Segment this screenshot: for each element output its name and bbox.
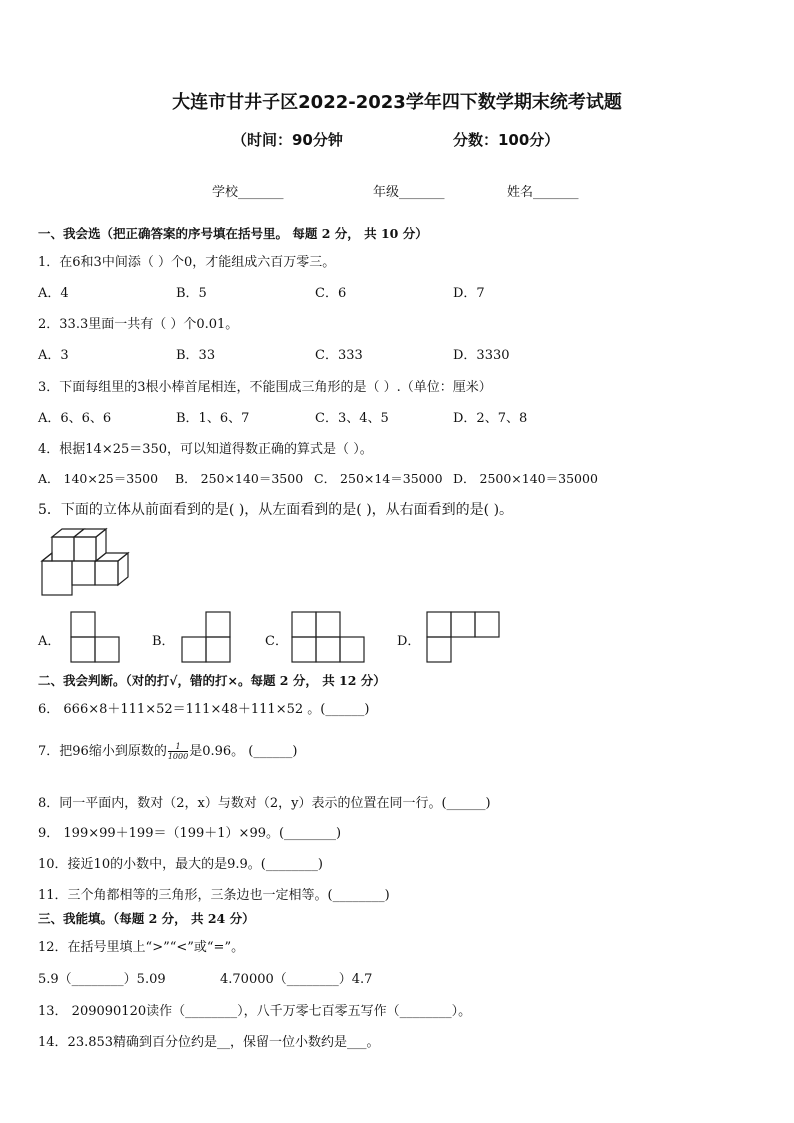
q5-option-d: D． (397, 634, 421, 649)
exam-title: 大连市甘井子区2022-2023学年四下数学期末统考试题 (172, 92, 622, 113)
question-4: 4．根据14×25＝350，可以知道得数正确的算式是（ ）。 (38, 442, 373, 457)
q4-option-c: C． 250×14＝35000 (314, 471, 443, 486)
q2-option-a: A．3 (38, 348, 69, 363)
q12-part-a: 5.9（________）5.09 (38, 972, 166, 987)
q1-option-d: D．7 (453, 286, 485, 301)
q3-option-d: D．2、7、8 (453, 411, 528, 426)
question-12: 12．在括号里填上“>”“<”或“=”。 (38, 940, 245, 955)
question-8: 8．同一平面内，数对（2，x）与数对（2，y）表示的位置在同一行。(______) (38, 796, 491, 811)
q4-option-d: D． 2500×140＝35000 (453, 471, 598, 486)
question-10: 10．接近10的小数中，最大的是9.9。(________) (38, 857, 323, 872)
q7-fraction (168, 742, 188, 761)
q4-option-b: B． 250×140＝3500 (175, 471, 304, 486)
q4-option-a: A． 140×25＝3500 (38, 471, 159, 486)
solid-figure (38, 527, 138, 599)
q12-part-b: 4.70000（________）4.7 (220, 972, 373, 987)
q5-option-c: C． (265, 634, 288, 649)
q3-option-c: C．3、4、5 (315, 411, 389, 426)
section2-heading: 二、我会判断。（对的打√，错的打×。每题 2 分， 共 12 分） (38, 673, 386, 688)
q1-option-c: C．6 (315, 286, 347, 301)
question-6: 6． 666×8＋111×52＝111×48＋111×52 。(______) (38, 702, 370, 717)
q2-option-b: B．33 (176, 348, 216, 363)
question-9: 9． 199×99＋199＝（199＋1）×99。(________) (38, 826, 342, 841)
q2-option-d: D．3330 (453, 348, 510, 363)
question-11: 11．三个角都相等的三角形，三条边也一定相等。(________) (38, 888, 390, 903)
q5-view-b (181, 611, 233, 663)
q3-option-a: A．6、6、6 (38, 411, 112, 426)
q7-numerator: 1 (168, 742, 188, 752)
q5-view-a (70, 611, 122, 663)
question-14: 14．23.853精确到百分位约是__，保留一位小数约是___。 (38, 1035, 380, 1050)
section3-heading: 三、我能填。（每题 2 分， 共 24 分） (38, 911, 255, 926)
q5-option-a: A． (38, 634, 61, 649)
q1-option-a: A．4 (38, 286, 69, 301)
q5-view-c (291, 611, 367, 663)
question-7 (38, 740, 297, 761)
q7-text-post: 是0.96。 (______) (189, 744, 298, 759)
section1-heading: 一、我会选（把正确答案的序号填在括号里。 每题 2 分， 共 10 分） (38, 226, 428, 241)
question-13: 13． 209090120读作（________），八千万零七百零五写作（________）。 (38, 1004, 472, 1019)
q3-option-b: B．1、6、7 (176, 411, 250, 426)
q7-text-pre: 7．把96缩小到原数的 (38, 744, 167, 759)
exam-score: 分数：100分） (453, 131, 560, 149)
question-5: 5．下面的立体从前面看到的是( )，从左面看到的是( )，从右面看到的是( )。 (38, 502, 514, 518)
q1-option-b: B．5 (176, 286, 207, 301)
question-1: 1．在6和3中间添（ ）个0，才能组成六百万零三。 (38, 255, 336, 270)
question-3: 3．下面每组里的3根小棒首尾相连，不能围成三角形的是（ ）.（单位：厘米） (38, 380, 492, 395)
q2-option-c: C．333 (315, 348, 363, 363)
grade-field: 年级_______ (373, 185, 445, 200)
exam-time: （时间：90分钟 (232, 131, 343, 149)
q5-option-b: B． (152, 634, 175, 649)
school-field: 学校_______ (212, 185, 284, 200)
name-field: 姓名_______ (507, 185, 579, 200)
question-2: 2．33.3里面一共有（ ）个0.01。 (38, 317, 239, 332)
q7-denominator: 1000 (167, 752, 189, 761)
q5-view-d (426, 611, 502, 663)
